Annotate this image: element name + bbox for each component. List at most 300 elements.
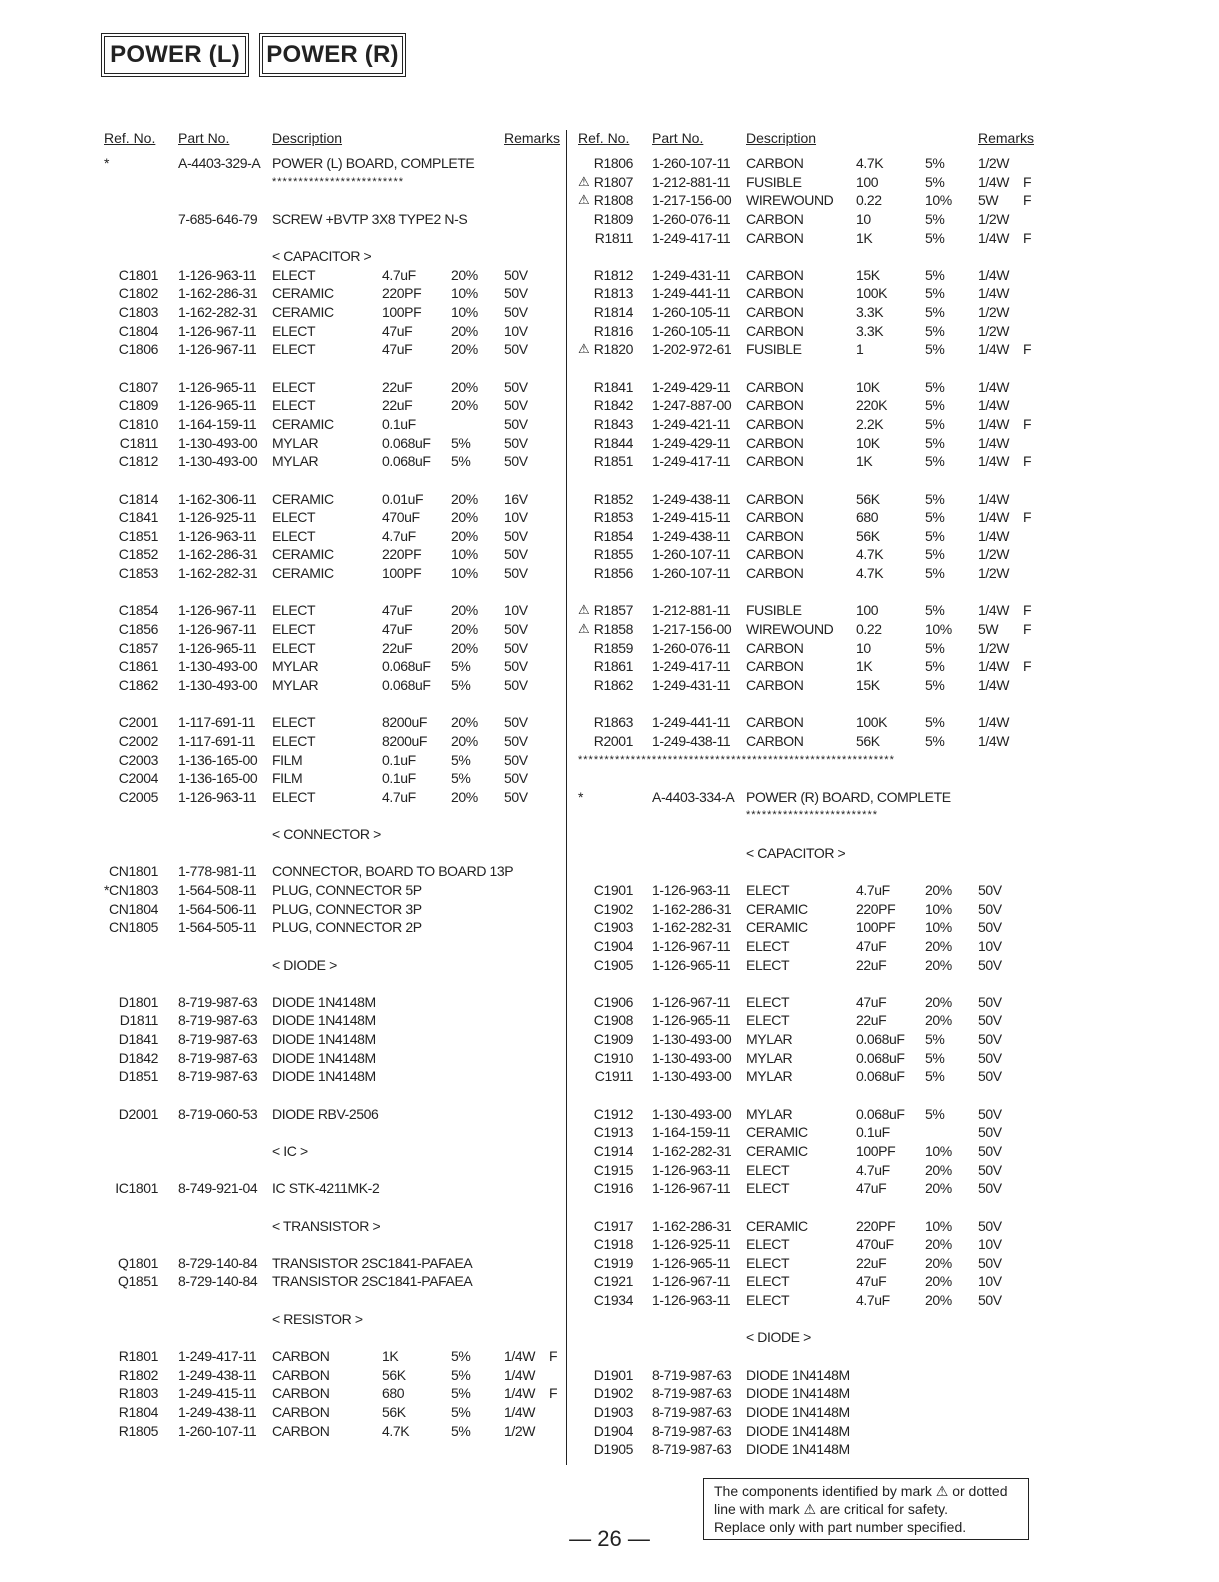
- tolerance: 20%: [925, 881, 952, 898]
- ref-no: C1804: [118, 322, 158, 339]
- part-no: 1-212-881-11: [652, 602, 731, 619]
- remark-flag: F: [1023, 341, 1032, 358]
- value: 0.068uF: [382, 453, 431, 470]
- description: CARBON: [746, 527, 804, 544]
- part-row: [0, 378, 1219, 397]
- description: MYLAR: [746, 1031, 793, 1048]
- ref-no: C2005: [118, 788, 158, 805]
- rating: 50V: [978, 956, 1002, 973]
- rating: 1/4W: [978, 509, 1010, 526]
- rating: 1/4W: [978, 490, 1010, 507]
- tolerance: 20%: [451, 732, 478, 749]
- part-row: [0, 452, 1219, 471]
- rating: 1/4W: [978, 453, 1010, 470]
- description: CARBON: [746, 397, 804, 414]
- description: POWER (R) BOARD, COMPLETE: [746, 788, 951, 805]
- rating: 1/4W: [978, 341, 1010, 358]
- rating: 50V: [504, 453, 528, 470]
- part-no: 1-212-881-11: [652, 173, 731, 190]
- part-no: 1-564-508-11: [178, 881, 257, 898]
- tolerance: 20%: [451, 378, 478, 395]
- right-header: [0, 128, 1219, 154]
- description: FILM: [272, 751, 303, 768]
- description: DIODE 1N4148M: [272, 1068, 376, 1085]
- part-no: 1-249-438-11: [178, 1366, 257, 1383]
- rating: 50V: [978, 1292, 1002, 1309]
- part-row: [0, 1161, 1219, 1180]
- tolerance: 5%: [925, 453, 945, 470]
- value: 0.068uF: [856, 1068, 905, 1085]
- part-no: 1-247-887-00: [652, 397, 732, 414]
- ref-no: D1842: [118, 1049, 158, 1066]
- ref-no: D1903: [593, 1403, 633, 1420]
- tolerance: 5%: [925, 397, 945, 414]
- tolerance: 20%: [451, 341, 478, 358]
- description: DIODE 1N4148M: [746, 1441, 850, 1458]
- tolerance: 10%: [925, 1142, 952, 1159]
- tolerance: 20%: [451, 509, 478, 526]
- value: 4.7uF: [856, 881, 890, 898]
- part-row: [0, 508, 1219, 527]
- tolerance: 5%: [925, 304, 945, 321]
- description: CARBON: [746, 322, 804, 339]
- part-row: [0, 1011, 1219, 1030]
- part-row: [0, 247, 1219, 266]
- description: FILM: [272, 770, 303, 787]
- part-row: [0, 956, 1219, 975]
- value: 22uF: [856, 1254, 887, 1271]
- description: CARBON: [746, 714, 804, 731]
- remark-flag: F: [549, 1385, 558, 1402]
- part-no: 1-260-107-11: [652, 155, 731, 171]
- ref-no: R1861: [593, 658, 633, 675]
- rating: 50V: [504, 304, 528, 321]
- ref-no: C1802: [118, 285, 158, 302]
- value: 15K: [856, 676, 880, 693]
- part-row: [0, 1198, 1219, 1217]
- part-no: 8-729-140-84: [178, 1254, 258, 1271]
- value: 47uF: [856, 993, 887, 1010]
- part-row: [0, 1235, 1219, 1254]
- part-no: 1-249-431-11: [652, 676, 731, 693]
- ref-no: C1862: [118, 676, 158, 693]
- tolerance: 5%: [925, 341, 945, 358]
- header-ref: Ref. No.: [104, 130, 156, 146]
- part-no: 1-260-107-11: [652, 546, 731, 563]
- rating: 10V: [504, 322, 528, 339]
- tolerance: 5%: [451, 676, 471, 693]
- ref-no: D1901: [593, 1366, 633, 1383]
- tolerance: 10%: [925, 919, 952, 936]
- part-no: 1-117-691-11: [178, 732, 256, 749]
- description: ELECT: [272, 322, 316, 339]
- description: ELECT: [272, 602, 316, 619]
- value: 10K: [856, 434, 880, 451]
- tolerance: 20%: [451, 322, 478, 339]
- ref-no: C1916: [593, 1180, 633, 1197]
- part-no: 1-162-282-31: [178, 304, 258, 321]
- tolerance: 5%: [925, 676, 945, 693]
- description: FUSIBLE: [746, 341, 802, 358]
- part-no: 1-249-431-11: [652, 266, 731, 283]
- note-line: Replace only with part number specified.: [714, 1519, 967, 1535]
- description: < CONNECTOR >: [272, 826, 381, 843]
- part-row: [0, 1105, 1219, 1124]
- rating: 1/2W: [978, 639, 1010, 656]
- part-no: 1-162-286-31: [178, 285, 258, 302]
- description: DIODE RBV-2506: [272, 1105, 379, 1122]
- tolerance: 5%: [925, 639, 945, 656]
- part-row: [0, 1123, 1219, 1142]
- description: MYLAR: [272, 658, 319, 675]
- ref-no: R1852: [593, 490, 633, 507]
- part-row: [0, 900, 1219, 919]
- rating: 1/4W: [504, 1385, 536, 1402]
- part-row: [0, 1403, 1219, 1422]
- part-row: [0, 1384, 1219, 1403]
- rating: 50V: [504, 415, 528, 432]
- part-row: [0, 1272, 1219, 1291]
- part-no: 8-719-060-53: [178, 1105, 258, 1122]
- description: < RESISTOR >: [272, 1310, 363, 1327]
- part-row: [0, 564, 1219, 583]
- part-no: 1-126-963-11: [652, 881, 731, 898]
- description: CARBON: [746, 285, 804, 302]
- part-row: [0, 695, 1219, 714]
- rating: 1/4W: [504, 1403, 536, 1420]
- part-no: 1-778-981-11: [178, 863, 257, 880]
- rating: 1/2W: [978, 210, 1010, 227]
- description: CARBON: [746, 155, 804, 171]
- tolerance: 20%: [451, 397, 478, 414]
- tolerance: 5%: [925, 434, 945, 451]
- value: 0.1uF: [382, 770, 416, 787]
- ref-no: R1844: [593, 434, 633, 451]
- part-no: 1-126-967-11: [652, 993, 731, 1010]
- value: 220K: [856, 397, 888, 414]
- rating: 10V: [504, 602, 528, 619]
- part-row: [0, 1310, 1219, 1329]
- value: 4.7uF: [382, 788, 416, 805]
- part-row: [0, 1440, 1219, 1459]
- part-no: 1-202-972-61: [652, 341, 732, 358]
- description: CERAMIC: [272, 285, 334, 302]
- description: CARBON: [746, 732, 804, 749]
- rating: 50V: [978, 993, 1002, 1010]
- ref-no: C1921: [593, 1273, 633, 1290]
- tolerance: 5%: [925, 378, 945, 395]
- description: ELECT: [746, 1161, 790, 1178]
- description: ELECT: [272, 341, 316, 358]
- rating: 50V: [504, 565, 528, 582]
- page-number: — 26 —: [569, 1526, 650, 1551]
- value: 220PF: [856, 1217, 896, 1234]
- tolerance: 5%: [925, 546, 945, 563]
- rating: 50V: [504, 639, 528, 656]
- part-row: [0, 173, 1219, 192]
- value: 10: [856, 210, 871, 227]
- description: CARBON: [272, 1403, 330, 1420]
- ref-no: C1906: [593, 993, 633, 1010]
- ref-no: C1911: [594, 1068, 633, 1085]
- tolerance: 5%: [925, 1068, 945, 1085]
- tolerance: 5%: [925, 210, 945, 227]
- ref-no: D2001: [118, 1105, 158, 1122]
- rating: 50V: [504, 378, 528, 395]
- description: CARBON: [272, 1422, 330, 1439]
- rating: 1/4W: [978, 527, 1010, 544]
- warning-icon: ⚠: [578, 192, 590, 208]
- part-no: 1-249-441-11: [652, 285, 731, 302]
- description: CARBON: [746, 229, 804, 246]
- description: ELECT: [272, 397, 316, 414]
- rating: 50V: [504, 285, 528, 302]
- description: CERAMIC: [272, 565, 334, 582]
- tolerance: 20%: [451, 639, 478, 656]
- value: 100PF: [382, 304, 422, 321]
- tolerance: 20%: [925, 1254, 952, 1271]
- rating: 1/4W: [978, 732, 1010, 749]
- part-no: 1-249-417-11: [652, 658, 731, 675]
- rating: 1/4W: [978, 266, 1010, 283]
- part-no: 1-126-967-11: [652, 937, 731, 954]
- part-no: 1-126-967-11: [652, 1180, 731, 1197]
- tolerance: 5%: [925, 229, 945, 246]
- value: 4.7K: [856, 565, 884, 582]
- part-no: 1-130-493-00: [178, 676, 258, 693]
- part-row: [0, 881, 1219, 900]
- ref-no: CN1803: [109, 881, 158, 898]
- part-row: [0, 993, 1219, 1012]
- header-part: Part No.: [178, 130, 230, 146]
- rating: 1/2W: [978, 304, 1010, 321]
- part-no: 8-719-987-63: [652, 1441, 732, 1458]
- rating: 1/4W: [978, 658, 1010, 675]
- description: CERAMIC: [746, 1217, 808, 1234]
- rating: 1/2W: [978, 565, 1010, 582]
- ref-no: C1904: [593, 937, 633, 954]
- description: < IC >: [272, 1142, 308, 1159]
- value: 100PF: [856, 919, 896, 936]
- value: 3.3K: [856, 322, 884, 339]
- description: MYLAR: [746, 1049, 793, 1066]
- description: MYLAR: [746, 1105, 793, 1122]
- tolerance: 5%: [925, 285, 945, 302]
- ref-no: R1806: [593, 155, 633, 171]
- asterisk-mark: *: [104, 155, 110, 171]
- ref-no: C1853: [118, 565, 158, 582]
- part-no: 1-126-967-11: [178, 322, 257, 339]
- ref-no: R1841: [593, 378, 633, 395]
- part-no: A-4403-334-A: [652, 788, 735, 805]
- rating: 1/4W: [978, 434, 1010, 451]
- description: ELECT: [746, 1012, 790, 1029]
- rating: 1/4W: [978, 397, 1010, 414]
- value: 3.3K: [856, 304, 884, 321]
- tolerance: 20%: [451, 621, 478, 638]
- rating: 50V: [504, 527, 528, 544]
- description: SCREW +BVTP 3X8 TYPE2 N-S: [272, 210, 468, 227]
- part-no: 1-162-282-31: [178, 565, 258, 582]
- part-no: 7-685-646-79: [178, 210, 258, 227]
- value: 4.7uF: [856, 1292, 890, 1309]
- rating: 1/2W: [504, 1422, 536, 1439]
- tolerance: 5%: [925, 732, 945, 749]
- tolerance: 20%: [925, 1273, 952, 1290]
- part-no: 8-719-987-63: [652, 1422, 732, 1439]
- value: 220PF: [856, 900, 896, 917]
- ref-no: R1803: [118, 1385, 158, 1402]
- ref-no: R1809: [593, 210, 633, 227]
- rating: 1/4W: [978, 173, 1010, 190]
- value: 22uF: [856, 1012, 887, 1029]
- tolerance: 5%: [925, 1049, 945, 1066]
- stars-separator: ************************************************************: [578, 753, 895, 766]
- part-no: 8-719-987-63: [652, 1366, 732, 1383]
- part-no: 1-126-963-11: [652, 1161, 731, 1178]
- description: < TRANSISTOR >: [272, 1217, 381, 1234]
- description: CERAMIC: [272, 546, 334, 563]
- part-no: 8-719-987-63: [178, 1012, 258, 1029]
- part-row: [0, 974, 1219, 993]
- rating: 50V: [504, 788, 528, 805]
- ref-no: C2003: [118, 751, 158, 768]
- tolerance: 5%: [451, 1348, 471, 1364]
- part-no: 1-126-965-11: [652, 1012, 731, 1029]
- tolerance: 10%: [925, 621, 952, 638]
- tolerance: 5%: [925, 1105, 945, 1122]
- part-no: 1-564-506-11: [178, 900, 257, 917]
- part-row: [0, 471, 1219, 490]
- remark-flag: F: [1023, 509, 1032, 526]
- rating: 50V: [978, 1124, 1002, 1141]
- value: 0.068uF: [382, 676, 431, 693]
- rating: 50V: [504, 751, 528, 768]
- description: CARBON: [746, 210, 804, 227]
- rating: 16V: [504, 490, 528, 507]
- description: CERAMIC: [746, 900, 808, 917]
- header-ref: Ref. No.: [578, 130, 630, 146]
- description: ELECT: [272, 732, 316, 749]
- ref-no: C1910: [593, 1049, 633, 1066]
- tolerance: 20%: [451, 266, 478, 283]
- ref-no: C2002: [118, 732, 158, 749]
- description: PLUG, CONNECTOR 3P: [272, 900, 422, 917]
- part-no: 1-126-967-11: [178, 602, 257, 619]
- ref-no: D1904: [593, 1422, 633, 1439]
- ref-no: C1857: [118, 639, 158, 656]
- description: DIODE 1N4148M: [272, 993, 376, 1010]
- description: TRANSISTOR 2SC1841-PAFAEA: [272, 1254, 473, 1271]
- tolerance: 20%: [925, 1180, 952, 1197]
- part-row: [0, 210, 1219, 229]
- part-no: 1-126-963-11: [178, 788, 257, 805]
- value: 56K: [856, 732, 880, 749]
- ref-no: C1806: [118, 341, 158, 358]
- value: 0.22: [856, 192, 882, 209]
- rating: 50V: [978, 1161, 1002, 1178]
- warning-icon: ⚠: [578, 173, 590, 189]
- description: IC STK-4211MK-2: [272, 1180, 380, 1197]
- remark-flag: F: [1023, 173, 1032, 190]
- tolerance: 5%: [925, 173, 945, 190]
- rating: 50V: [504, 621, 528, 638]
- value: 22uF: [382, 397, 413, 414]
- ref-no: R1855: [593, 546, 633, 563]
- rating: 50V: [978, 900, 1002, 917]
- rating: 10V: [978, 1273, 1002, 1290]
- part-no: 1-130-493-00: [178, 658, 258, 675]
- rating: 1/4W: [978, 676, 1010, 693]
- remark-flag: F: [1023, 453, 1032, 470]
- value: 1K: [382, 1348, 399, 1364]
- rating: 50V: [504, 658, 528, 675]
- tolerance: 10%: [925, 900, 952, 917]
- description: WIREWOUND: [746, 192, 834, 209]
- value: 47uF: [856, 937, 887, 954]
- value: 56K: [856, 490, 880, 507]
- part-no: 1-126-963-11: [178, 527, 257, 544]
- ref-no: R1851: [593, 453, 633, 470]
- part-no: 1-130-493-00: [652, 1031, 732, 1048]
- description: ELECT: [746, 1236, 790, 1253]
- part-no: 1-126-967-11: [178, 341, 257, 358]
- part-no: 1-260-107-11: [178, 1422, 257, 1439]
- value: 56K: [856, 527, 880, 544]
- remark-flag: F: [1023, 229, 1032, 246]
- description: MYLAR: [272, 434, 319, 451]
- description: CONNECTOR, BOARD TO BOARD 13P: [272, 863, 514, 880]
- tolerance: 20%: [451, 714, 478, 731]
- description: ELECT: [746, 1292, 790, 1309]
- part-row: [0, 284, 1219, 303]
- tolerance: 20%: [925, 993, 952, 1010]
- ref-no: R1811: [594, 229, 633, 246]
- part-no: 1-162-286-31: [652, 1217, 732, 1234]
- description: < CAPACITOR >: [746, 844, 846, 861]
- part-row: [0, 1030, 1219, 1049]
- ref-no: R1816: [593, 322, 633, 339]
- part-no: 8-719-987-63: [178, 1049, 258, 1066]
- ref-no: C1912: [593, 1105, 633, 1122]
- part-no: 1-162-286-31: [652, 900, 732, 917]
- ref-no: C1914: [593, 1142, 633, 1159]
- description: PLUG, CONNECTOR 5P: [272, 881, 422, 898]
- part-no: 1-130-493-00: [652, 1068, 732, 1085]
- part-no: 1-260-076-11: [652, 210, 731, 227]
- description: DIODE 1N4148M: [746, 1422, 850, 1439]
- tolerance: 5%: [925, 266, 945, 283]
- value: 0.068uF: [382, 658, 431, 675]
- value: 0.1uF: [856, 1124, 890, 1141]
- part-no: 1-249-421-11: [652, 415, 731, 432]
- value: 680: [856, 509, 879, 526]
- rating: 10V: [504, 509, 528, 526]
- value: 0.1uF: [382, 415, 416, 432]
- ref-no: D1851: [118, 1068, 158, 1085]
- ref-no: R1802: [118, 1366, 158, 1383]
- ref-no: C2004: [118, 770, 158, 787]
- ref-no: C1811: [119, 434, 158, 451]
- part-row: [0, 191, 1219, 210]
- description: CARBON: [746, 546, 804, 563]
- part-no: 1-217-156-00: [652, 192, 732, 209]
- part-no: 1-126-965-11: [178, 639, 257, 656]
- part-no: 1-260-107-11: [652, 565, 731, 582]
- value: 47uF: [382, 341, 413, 358]
- tolerance: 5%: [925, 565, 945, 582]
- value: 100PF: [382, 565, 422, 582]
